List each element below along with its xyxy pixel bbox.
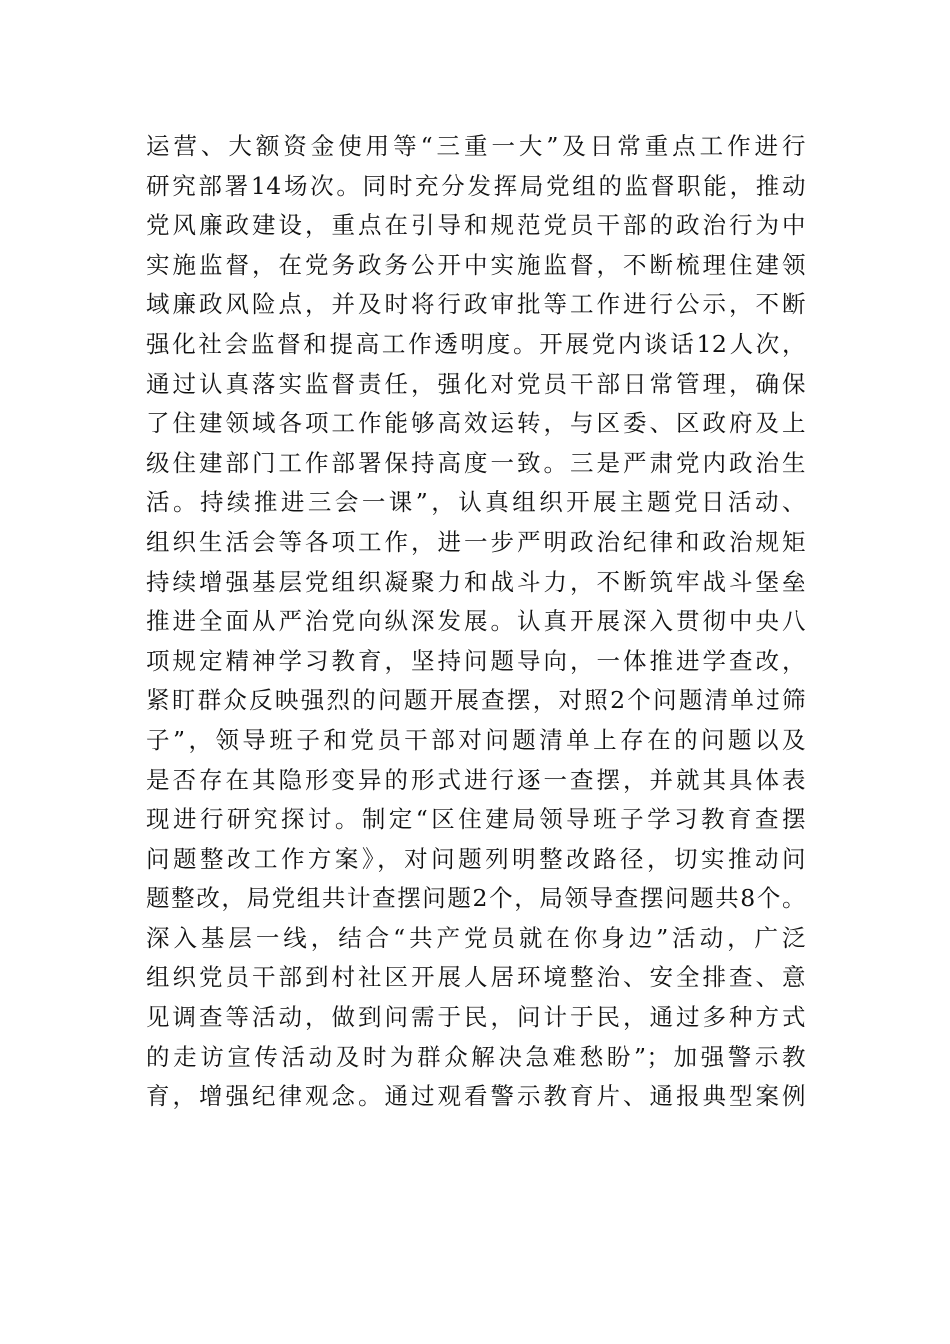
text-line: 的走访宣传活动及时为群众解决急难愁盼”；加强警示教: [146, 1042, 806, 1071]
text-line: 问题整改工作方案》，对问题列明整改路径，切实推动问: [146, 844, 806, 873]
text-line: 见调查等活动，做到问需于民，问计于民，通过多种方式: [146, 1003, 806, 1032]
text-line: 是否存在其隐形变异的形式进行逐一查摆，并就其具体表: [146, 765, 806, 794]
text-line: 级住建部门工作部署保持高度一致。三是严肃党内政治生: [146, 448, 806, 477]
text-line: 现进行研究探讨。制定“区住建局领导班子学习教育查摆: [146, 805, 806, 834]
text-line: 强化社会监督和提高工作透明度。开展党内谈话12人次，: [146, 329, 806, 358]
text-line: 实施监督，在党务政务公开中实施监督，不断梳理住建领: [146, 250, 806, 279]
text-line: 研究部署14场次。同时充分发挥局党组的监督职能，推动: [146, 171, 806, 200]
text-line: 题整改，局党组共计查摆问题2个，局领导查摆问题共8个。: [146, 884, 806, 913]
text-line: 育，增强纪律观念。通过观看警示教育片、通报典型案例: [146, 1082, 806, 1111]
text-line: 推进全面从严治党向纵深发展。认真开展深入贯彻中央八: [146, 607, 806, 636]
text-line: 域廉政风险点，并及时将行政审批等工作进行公示，不断: [146, 290, 806, 319]
text-line: 项规定精神学习教育，坚持问题导向，一体推进学查改，: [146, 646, 806, 675]
text-line: 通过认真落实监督责任，强化对党员干部日常管理，确保: [146, 369, 806, 398]
text-line: 深入基层一线，结合“共产党员就在你身边”活动，广泛: [146, 923, 806, 952]
text-line: 运营、大额资金使用等“三重一大”及日常重点工作进行: [146, 132, 806, 160]
body-paragraph: [146, 127, 806, 1117]
text-line: 紧盯群众反映强烈的问题开展查摆，对照2个问题清单过筛: [146, 686, 806, 715]
text-line: 组织党员干部到村社区开展人居环境整治、安全排查、意: [146, 963, 806, 992]
text-line: 了住建领域各项工作能够高效运转，与区委、区政府及上: [146, 409, 806, 438]
text-line: 活。持续推进三会一课”，认真组织开展主题党日活动、: [146, 488, 806, 517]
text-line: 持续增强基层党组织凝聚力和战斗力，不断筑牢战斗堡垒: [146, 567, 806, 596]
text-line: 组织生活会等各项工作，进一步严明政治纪律和政治规矩: [146, 527, 806, 556]
text-line: 子”，领导班子和党员干部对问题清单上存在的问题以及: [146, 725, 806, 754]
text-line: 党风廉政建设，重点在引导和规范党员干部的政治行为中: [146, 211, 806, 240]
